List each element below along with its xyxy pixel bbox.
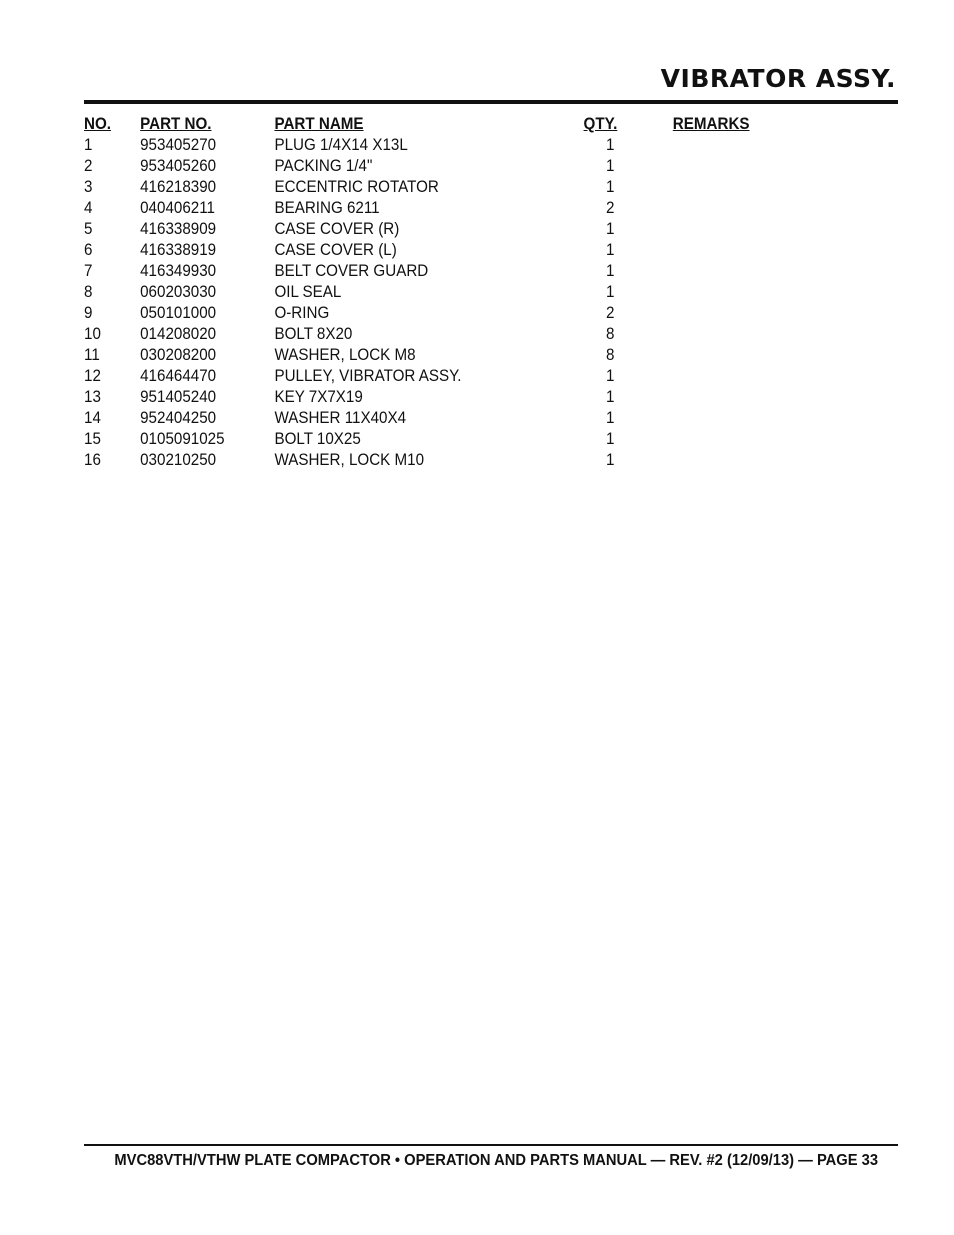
- header-no: NO.: [84, 115, 111, 133]
- cell-part-name: BELT COVER GUARD: [274, 262, 429, 280]
- cell-part-name: ECCENTRIC ROTATOR: [274, 178, 439, 196]
- table-row: [84, 324, 802, 345]
- cell-qty: 1: [606, 136, 615, 154]
- cell-part-name: WASHER, LOCK M8: [274, 346, 416, 364]
- cell-qty: 2: [606, 199, 615, 217]
- cell-no: 10: [84, 325, 101, 343]
- table-row: [84, 219, 802, 240]
- footer-text: MVC88VTH/VTHW PLATE COMPACTOR • OPERATION AND PARTS MANUAL — REV. #2 (12/09/13) — PAGE 33: [114, 1152, 878, 1169]
- table-row: [84, 156, 802, 177]
- cell-no: 11: [84, 346, 100, 364]
- cell-part-no: 030208200: [140, 346, 217, 364]
- cell-part-name: PULLEY, VIBRATOR ASSY.: [274, 367, 462, 385]
- cell-qty: 8: [606, 325, 615, 343]
- cell-qty: 1: [606, 157, 615, 175]
- table-row: [84, 135, 802, 156]
- table-header-row: [84, 114, 802, 135]
- cell-qty: 1: [606, 262, 615, 280]
- cell-no: 8: [84, 283, 93, 301]
- cell-qty: 1: [606, 430, 615, 448]
- cell-no: 9: [84, 304, 93, 322]
- table-body: [84, 135, 802, 471]
- cell-part-no: 060203030: [140, 283, 217, 301]
- cell-part-no: 953405260: [140, 157, 217, 175]
- table-row: [84, 303, 802, 324]
- cell-qty: 1: [606, 241, 615, 259]
- page-title: VIBRATOR ASSY.: [660, 64, 896, 93]
- cell-part-no: 953405270: [140, 136, 217, 154]
- cell-qty: 1: [606, 409, 615, 427]
- cell-part-no: 030210250: [140, 451, 217, 469]
- cell-qty: 1: [606, 367, 615, 385]
- cell-no: 1: [84, 136, 93, 154]
- header-part-no: PART NO.: [140, 115, 212, 133]
- footer-divider: [84, 1144, 898, 1146]
- cell-qty: 1: [606, 220, 615, 238]
- cell-part-name: CASE COVER (R): [274, 220, 400, 238]
- cell-part-no: 952404250: [140, 409, 217, 427]
- cell-part-name: BEARING 6211: [274, 199, 380, 217]
- cell-qty: 8: [606, 346, 615, 364]
- cell-part-no: 416338909: [140, 220, 217, 238]
- cell-part-no: 951405240: [140, 388, 217, 406]
- cell-part-no: 416218390: [140, 178, 217, 196]
- cell-qty: 1: [606, 178, 615, 196]
- cell-no: 5: [84, 220, 93, 238]
- table-row: [84, 240, 802, 261]
- cell-qty: 1: [606, 283, 615, 301]
- cell-part-name: WASHER, LOCK M10: [274, 451, 425, 469]
- cell-no: 15: [84, 430, 101, 448]
- table-row: [84, 387, 802, 408]
- table-row: [84, 198, 802, 219]
- cell-no: 4: [84, 199, 93, 217]
- cell-no: 12: [84, 367, 101, 385]
- header-remarks: REMARKS: [672, 115, 750, 133]
- table-row: [84, 366, 802, 387]
- title-divider: [84, 100, 898, 104]
- cell-no: 6: [84, 241, 93, 259]
- cell-part-no: 416338919: [140, 241, 217, 259]
- cell-part-name: WASHER 11X40X4: [274, 409, 407, 427]
- cell-part-name: CASE COVER (L): [274, 241, 397, 259]
- cell-no: 3: [84, 178, 93, 196]
- cell-qty: 1: [606, 388, 615, 406]
- cell-qty: 1: [606, 451, 615, 469]
- table-row: [84, 177, 802, 198]
- cell-qty: 2: [606, 304, 615, 322]
- cell-part-name: O-RING: [274, 304, 330, 322]
- header-qty: QTY.: [583, 115, 618, 133]
- cell-part-name: BOLT 8X20: [274, 325, 353, 343]
- cell-part-name: PLUG 1/4X14 X13L: [274, 136, 408, 154]
- cell-no: 2: [84, 157, 93, 175]
- cell-part-name: BOLT 10X25: [274, 430, 361, 448]
- cell-part-name: PACKING 1/4": [274, 157, 373, 175]
- table-row: [84, 450, 802, 471]
- cell-part-no: 416464470: [140, 367, 217, 385]
- table-row: [84, 282, 802, 303]
- cell-part-name: OIL SEAL: [274, 283, 342, 301]
- cell-no: 7: [84, 262, 93, 280]
- parts-table: [84, 114, 802, 471]
- cell-part-no: 050101000: [140, 304, 217, 322]
- table-row: [84, 408, 802, 429]
- cell-no: 16: [84, 451, 101, 469]
- cell-part-no: 416349930: [140, 262, 217, 280]
- cell-part-no: 0105091025: [140, 430, 225, 448]
- cell-part-no: 014208020: [140, 325, 217, 343]
- cell-part-no: 040406211: [140, 199, 215, 217]
- table-row: [84, 345, 802, 366]
- cell-part-name: KEY 7X7X19: [274, 388, 363, 406]
- table-row: [84, 429, 802, 450]
- cell-no: 13: [84, 388, 101, 406]
- cell-no: 14: [84, 409, 101, 427]
- table-row: [84, 261, 802, 282]
- header-part-name: PART NAME: [274, 115, 364, 133]
